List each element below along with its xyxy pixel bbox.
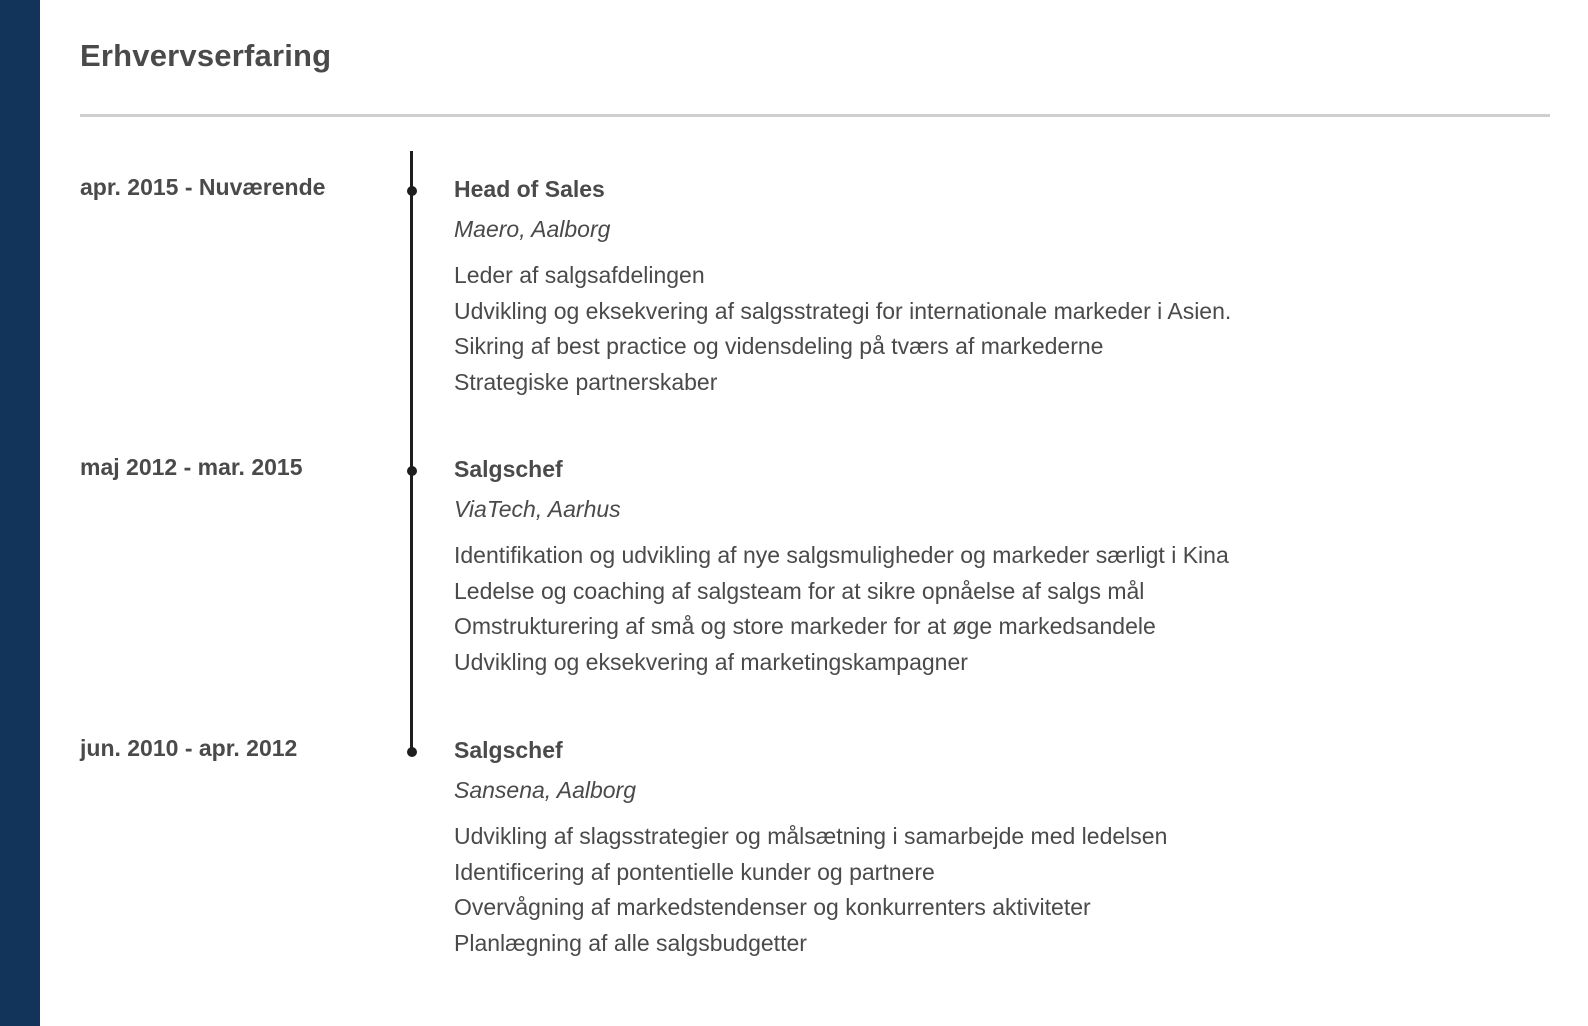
timeline-dot — [407, 186, 417, 196]
duty-line: Leder af salgsafdelingen — [454, 262, 705, 288]
duties-list — [454, 538, 1544, 680]
side-color-bar — [0, 0, 40, 1026]
timeline-dot — [407, 747, 417, 757]
duty-line: Sikring af best practice og vidensdeling på tværs af markederne — [454, 333, 1104, 359]
duty-line: Strategiske partnerskaber — [454, 368, 718, 395]
entry-body — [454, 174, 1544, 416]
job-title: Salgschef — [454, 737, 563, 763]
entry-date: jun. 2010 - apr. 2012 — [80, 735, 298, 761]
duty-line: Omstrukturering af små og store markeder for at øge markedsandele — [454, 613, 1156, 639]
job-title: Salgschef — [454, 456, 563, 482]
duty-line: Planlægning af alle salgsbudgetter — [454, 929, 807, 956]
duty-line: Udvikling og eksekvering af marketingskampagner — [454, 648, 968, 675]
timeline-dot — [407, 466, 417, 476]
duties-list — [454, 258, 1544, 400]
entry-body — [454, 735, 1544, 977]
section-title: Erhvervserfaring — [80, 38, 332, 73]
duty-line: Identifikation og udvikling af nye salgsmuligheder og markeder særligt i Kina — [454, 542, 1229, 568]
entry-date: maj 2012 - mar. 2015 — [80, 454, 303, 480]
company-location: Sansena, Aalborg — [454, 777, 637, 803]
experience-entry — [80, 454, 1550, 714]
duties-list — [454, 819, 1544, 961]
company-location: ViaTech, Aarhus — [454, 496, 621, 522]
experience-entry — [80, 735, 1550, 995]
entry-date: apr. 2015 - Nuværende — [80, 174, 326, 200]
section-divider — [80, 114, 1550, 117]
experience-entry — [80, 174, 1550, 434]
company-location: Maero, Aalborg — [454, 216, 611, 242]
duty-line: Udvikling og eksekvering af salgsstrategi for internationale markeder i Asien. — [454, 297, 1232, 324]
duty-line: Ledelse og coaching af salgsteam for at sikre opnåelse af salgs mål — [454, 577, 1145, 604]
duty-line: Identificering af pontentielle kunder og partnere — [454, 858, 935, 885]
duty-line: Udvikling af slagsstrategier og målsætning i samarbejde med ledelsen — [454, 823, 1168, 849]
duty-line: Overvågning af markedstendenser og konkurrenters aktiviteter — [454, 894, 1091, 920]
entry-body — [454, 454, 1544, 696]
job-title: Head of Sales — [454, 176, 605, 202]
